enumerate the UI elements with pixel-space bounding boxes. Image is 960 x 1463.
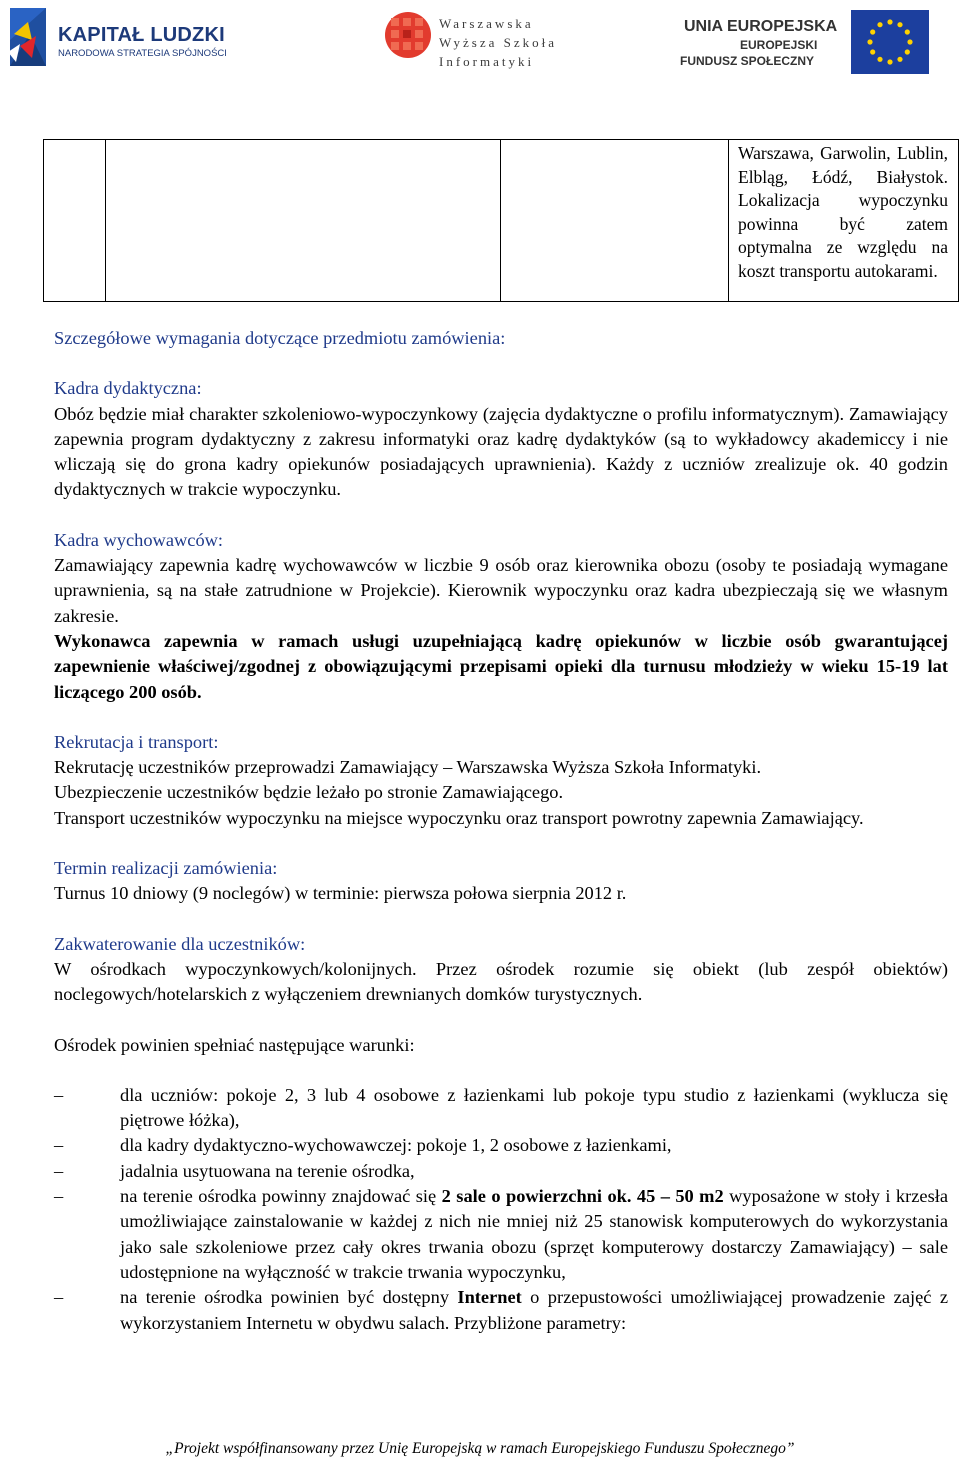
list-item-text: na terenie ośrodka powinny znajdować się: [120, 1186, 442, 1207]
eu-star-icon: [877, 57, 882, 62]
zakwaterowanie-text: W ośrodkach wypoczynkowych/kolonijnych. Przez ośrodek rozumie się obiekt (lub zespół obiektów) noclegowych/hotelarskich z wyłączeniem drewnianych domków turystycznych.: [54, 958, 948, 1005]
list-item: [54, 1133, 948, 1158]
section-title: Szczegółowe wymagania dotyczące przedmiotu zamówienia:: [54, 328, 506, 348]
eu-star-icon: [905, 49, 910, 54]
wwsi-emblem-icon: [383, 10, 433, 60]
kadra-wychowawcow-heading: Kadra wychowawców:: [54, 529, 224, 550]
rekrutacja-line2: Ubezpieczenie uczestników będzie leżało po stronie Zamawiającego.: [54, 782, 564, 803]
eu-star-icon: [907, 39, 912, 44]
table-divider: [105, 140, 106, 301]
termin-text: Turnus 10 dniowy (9 noclegów) w terminie: pierwsza połowa sierpnia 2012 r.: [54, 883, 627, 904]
eu-star-icon: [887, 19, 892, 24]
list-item-bold: Internet: [457, 1287, 522, 1308]
table-cell-location: Warszawa, Garwolin, Lublin, Elbląg, Łódź, Białystok. Lokalizacja wypoczynku powinna być zatem optymalna ze względu na koszt transportu autokarami.: [738, 143, 948, 281]
zakwaterowanie-heading: Zakwaterowanie dla uczestników:: [54, 933, 306, 954]
table-divider: [500, 140, 501, 301]
warunki-intro: Ośrodek powinien spełniać następujące warunki:: [54, 1034, 415, 1055]
list-item-text: jadalnia usytuowana na terenie ośrodka,: [120, 1160, 415, 1181]
eu-star-icon: [877, 22, 882, 27]
eu-line3: FUNDUSZ SPOŁECZNY: [680, 54, 815, 68]
rekrutacja-line1: Rekrutację uczestników przeprowadzi Zamawiający – Warszawska Wyższa Szkoła Informatyki.: [54, 757, 762, 778]
rekrutacja-line3: Transport uczestników wypoczynku na miejsce wypoczynku oraz transport powrotny zapewnia Zamawiający.: [54, 807, 864, 828]
list-item-text: na terenie ośrodka powinien być dostępny: [120, 1287, 458, 1308]
list-item-text: wyposażone w stoły i krzesła umożliwiające zainstalowanie w każdej z nich nie mniej niż 25 stanowisk komputerowych do wykorzystania jako sale szkoleniowe przez cały okres trwania obozu (sprzęt komputerowy dostarczy Zamawiający) – sale udostępnione na wyłączność w trakcie trwania wypoczynku,: [120, 1186, 949, 1282]
eu-flag-icon: [851, 10, 929, 74]
list-item: [54, 1285, 948, 1336]
wwsi-line1: Warszawska: [439, 16, 534, 31]
termin-heading: Termin realizacji zamówienia:: [54, 858, 278, 879]
eu-star-icon: [867, 39, 872, 44]
content-table: [43, 139, 959, 302]
kadra-wychowawcow-bold-text: Wykonawca zapewnia w ramach usługi uzupełniającą kadrę opiekunów w liczbie osób gwarantującej zapewnienie właściwej/zgodnej z obowiązującymi przepisami opieki dla turnusu młodzieży w wieku 15-19 lat liczącego 200 osób.: [54, 630, 948, 702]
kapital-ludzki-subtitle: NARODOWA STRATEGIA SPÓJNOŚCI: [58, 48, 227, 59]
kapital-ludzki-logo: [6, 4, 227, 70]
page-footer: „Projekt współfinansowany przez Unię Europejską w ramach Europejskiego Funduszu Społecznego”: [165, 1440, 795, 1457]
kapital-ludzki-emblem-icon: [6, 4, 54, 68]
wwsi-line2: Wyższa Szkoła: [439, 35, 557, 50]
eu-star-icon: [870, 29, 875, 34]
eu-line1: UNIA EUROPEJSKA: [684, 18, 838, 35]
wwsi-line3: Informatyki: [439, 54, 535, 69]
header-logos: [0, 0, 960, 80]
eu-star-icon: [897, 57, 902, 62]
list-item: [54, 1184, 948, 1285]
rekrutacja-heading: Rekrutacja i transport:: [54, 731, 219, 752]
list-item-text: o przepustowości umożliwiającej prowadzenie zajęć z wykorzystaniem Internetu w obydwu salach. Przybliżone parametry:: [120, 1287, 948, 1333]
list-item-bold: 2 sale o powierzchni ok. 45 – 50 m2: [441, 1186, 724, 1207]
table-divider: [728, 140, 729, 301]
list-item-text: dla kadry dydaktyczno-wychowawczej: pokoje 1, 2 osobowe z łazienkami,: [120, 1135, 672, 1156]
list-item-text: dla uczniów: pokoje 2, 3 lub 4 osobowe z łazienkami lub pokoje typu studio z łazienkami (wyklucza się piętrowe łóżka),: [120, 1084, 948, 1131]
eu-star-icon: [887, 59, 892, 64]
eu-star-icon: [870, 49, 875, 54]
kadra-wychowawcow-text: Zamawiający zapewnia kadrę wychowawców w liczbie 9 osób oraz kierownika obozu (osoby te posiadają wymagane uprawnienia, są na stałe zatrudnione w Projekcie). Kierownik wypoczynku oraz kadra ubezpieczają się we własnym zakresie.: [54, 555, 948, 626]
eu-star-icon: [897, 22, 902, 27]
eu-line2: EUROPEJSKI: [740, 38, 818, 52]
kadra-dydaktyczna-heading: Kadra dydaktyczna:: [54, 378, 202, 399]
eu-star-icon: [905, 29, 910, 34]
list-item: [54, 1083, 948, 1134]
eu-logo: [678, 8, 933, 76]
wwsi-logo: [383, 8, 573, 69]
warunki-list: [54, 1083, 948, 1336]
kapital-ludzki-title: KAPITAŁ LUDZKI: [58, 24, 225, 46]
document-body: [54, 326, 948, 1336]
kadra-dydaktyczna-text: Obóz będzie miał charakter szkoleniowo-wypoczynkowy (zajęcia dydaktyczne o profilu informatycznym). Zamawiający zapewnia program dydaktyczny z zakresu informatyki oraz kadrę dydaktyków (są to wykładowcy akademiccy i nie wliczają się do grona kadry opiekunów posiadających uprawnienia). Każdy z uczniów zrealizuje ok. 40 godzin dydaktycznych w trakcie wypoczynku.: [54, 403, 948, 500]
list-item: [54, 1159, 948, 1184]
